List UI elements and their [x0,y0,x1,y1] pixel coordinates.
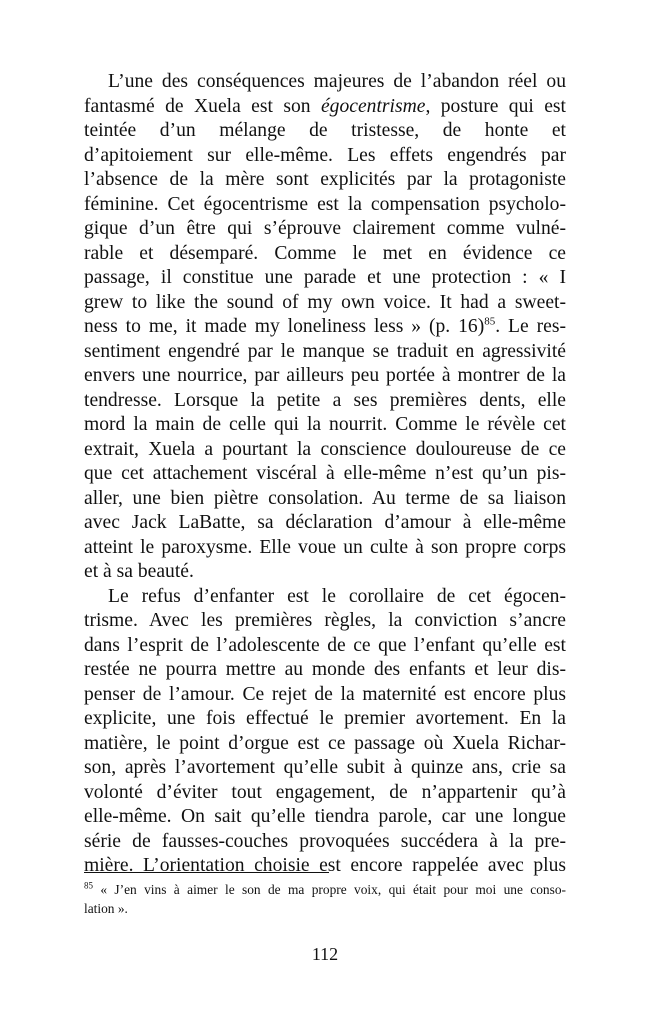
text-line: restée ne pourra mettre au monde des enfants et leur dis- [84,659,566,680]
footnote [84,880,566,918]
text-line: grew to like the sound of my own voice. It had a sweet- [84,291,566,313]
text-line: son, après l’avortement qu’elle subit à quinze ans, crie sa [84,757,566,778]
text-line: avec Jack LaBatte, sa déclaration d’amour à elle-même [84,512,566,533]
footnote-reference[interactable]: 85 [484,315,496,328]
text-line: gique d’un être qui s’éprouve clairement comme vulné- [84,218,566,239]
text-line: elle-même. On sait qu’elle tiendra parole, car une longue [84,806,566,827]
text-line: que cet attachement viscéral à elle-même n’est qu’un pis- [84,463,566,484]
text-line: rable et désemparé. Comme le met en évidence ce [84,242,566,264]
footnote-line: $^{85}$ « J’en vins à aimer le son de ma propre voix, qui était pour moi une conso- [84,880,566,897]
text-line: d’apitoiement sur elle-même. Les effets engendrés par [84,144,566,166]
text-line: féminine. Cet égocentrisme est la compensation psycholo- [84,193,566,215]
body-text [84,70,566,879]
paragraph [84,585,566,879]
text-line: penser de l’amour. Ce rejet de la maternité est encore plus [84,683,566,705]
text-line: L’une des conséquences majeures de l’abandon réel ou [108,71,566,92]
text-line: atteint le paroxysme. Elle voue un culte à son propre corps [84,536,566,558]
text-line: volonté d’éviter tout engagement, de n’appartenir qu’à [84,781,566,803]
text-line: envers une nourrice, par ailleurs peu portée à montrer de la [84,365,566,386]
text-line: mière. L’orientation choisie est encore rappelée avec plus [84,855,566,876]
text-line: fantasmé de Xuela est son égocentrisme, posture qui est [84,95,567,117]
footnote-separator [84,872,329,873]
text-line: Le refus d’enfanter est le corollaire de cet égocen- [108,585,566,607]
text-line: ness to me, it made my loneliness less » (p. 16)$^{85}$. Le res- [84,315,567,337]
text-line: trisme. Avec les premières règles, la conviction s’ancre [84,610,566,631]
text-line: dans l’esprit de l’adolescente de ce que l’enfant qu’elle est [84,634,566,656]
emphasis: égocentrisme [320,95,426,117]
text-line: tendresse. Lorsque la petite a ses premières dents, elle [84,389,566,411]
footnote-number: 85 [84,880,93,891]
text-line: et à sa beauté. [84,561,194,582]
text-line: l’absence de la mère sont explicités par la protagoniste [84,169,566,190]
text-line: sentiment engendré par le manque se traduit en agressivité [84,340,566,362]
text-line: passage, il constitue une parade et une protection : « I [84,267,566,288]
text-line: série de fausses-couches provoquées succédera à la pre- [84,830,566,852]
text-line: mord la main de celle qui la nourrit. Comme le révèle cet [84,414,566,435]
footnote-line: lation ». [84,901,128,916]
text-line: explicite, une fois effectué le premier avortement. En la [84,708,566,729]
text-line: teintée d’un mélange de tristesse, de honte et [84,120,566,141]
paragraph [84,70,566,585]
page-number: 112 [311,944,339,964]
text-line: aller, une bien piètre consolation. Au terme de sa liaison [84,487,566,509]
text-line: matière, le point d’orgue est ce passage où Xuela Richar- [84,732,566,754]
text-line: extrait, Xuela a pourtant la conscience douloureuse de ce [84,438,566,460]
